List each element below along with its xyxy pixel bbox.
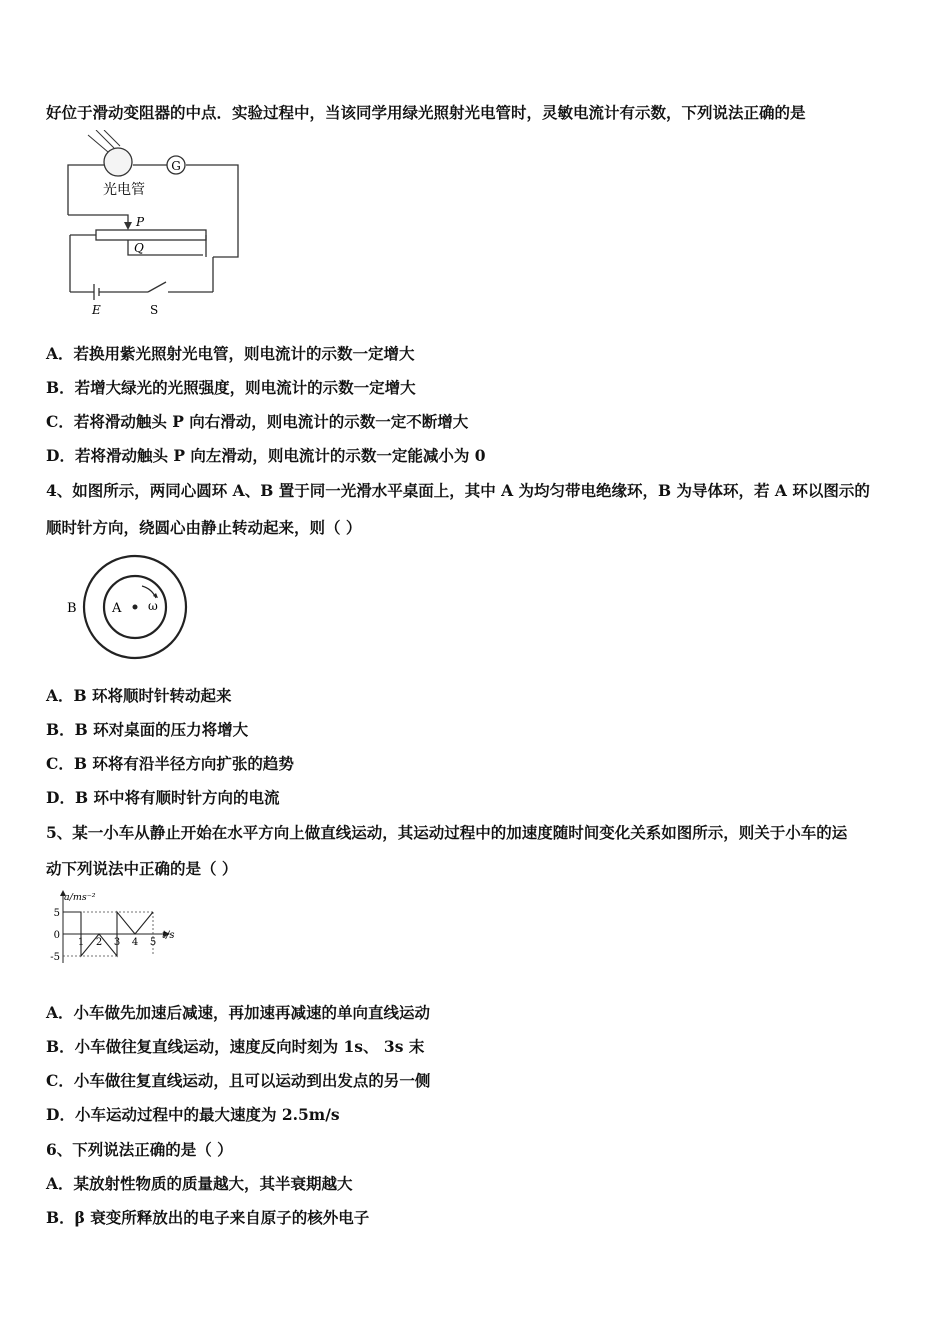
- concentric-rings-figure: [62, 550, 197, 665]
- q5-option-c: C．小车做往复直线运动，且可以运动到出发点的另一侧: [46, 1071, 431, 1090]
- galvanometer-label: G: [171, 159, 181, 173]
- q4-option-c: C．B 环将有沿半径方向扩张的趋势: [46, 754, 294, 773]
- x-tick-label: 4: [131, 937, 139, 948]
- x-tick-label: 5: [149, 937, 157, 948]
- y-axis-label: a/ms⁻²: [64, 892, 96, 903]
- x-axis-label: t/s: [162, 930, 175, 941]
- photoelectric-circuit-figure: [58, 130, 248, 320]
- q3-option-b: B．若增大绿光的光照强度，则电流计的示数一定增大: [46, 378, 416, 397]
- q4-stem-line2: 顺时针方向，绕圆心由静止转动起来，则（ ）: [46, 518, 362, 537]
- q4-option-d: D．B 环中将有顺时针方向的电流: [46, 788, 280, 807]
- q-label: Q: [134, 241, 144, 255]
- q5-option-d: D．小车运动过程中的最大速度为 2.5m/s: [46, 1105, 340, 1124]
- tube-label: 光电管: [103, 182, 145, 198]
- center-dot: [133, 605, 138, 610]
- q6-stem: 6、下列说法正确的是（ ）: [46, 1140, 233, 1159]
- q5-stem-line1: 5、某一小车从静止开始在水平方向上做直线运动，其运动过程中的加速度随时间变化关系如图所示，则关于小车的运: [46, 823, 848, 842]
- q3-option-c: C．若将滑动触头 P 向右滑动，则电流计的示数一定不断增大: [46, 412, 469, 431]
- x-tick-label: 3: [113, 937, 121, 948]
- b-label: B: [67, 601, 77, 616]
- s-label: S: [150, 303, 159, 317]
- q3-option-d: D．若将滑动触头 P 向左滑动，则电流计的示数一定能减小为 0: [46, 446, 486, 465]
- photocell-icon: [104, 148, 132, 176]
- q6-option-b: B．β 衰变所释放出的电子来自原子的核外电子: [46, 1208, 370, 1227]
- q5-stem-line2: 动下列说法中正确的是（ ）: [46, 859, 238, 878]
- x-tick-label: 2: [95, 937, 103, 948]
- p-label: P: [136, 215, 145, 229]
- omega-label: ω: [148, 599, 158, 613]
- q5-option-a: A．小车做先加速后减速，再加速再减速的单向直线运动: [46, 1003, 431, 1022]
- q4-option-b: B．B 环对桌面的压力将增大: [46, 720, 249, 739]
- acceleration-time-chart: [44, 888, 184, 968]
- q4-stem-line1: 4、如图所示，两同心圆环 A、B 置于同一光滑水平桌面上，其中 A 为均匀带电绝缘环，B 为导体环，若 A 环以图示的: [46, 481, 870, 500]
- intro-text: 好位于滑动变阻器的中点．实验过程中，当该同学用绿光照射光电管时，灵敏电流计有示数，下列说法正确的是: [46, 103, 806, 122]
- e-label: E: [92, 303, 101, 317]
- slider-arrow-icon: [124, 222, 132, 230]
- y-tick-label: -5: [50, 952, 60, 963]
- x-tick-label: 1: [77, 937, 85, 948]
- y-tick-label: 5: [53, 908, 60, 919]
- q5-option-b: B．小车做往复直线运动，速度反向时刻为 1s、 3s 末: [46, 1037, 425, 1056]
- q6-option-a: A．某放射性物质的质量越大，其半衰期越大: [46, 1174, 353, 1193]
- y-tick-label: 0: [53, 930, 60, 941]
- q3-option-a: A．若换用紫光照射光电管，则电流计的示数一定增大: [46, 344, 415, 363]
- a-label: A: [112, 601, 122, 616]
- q4-option-a: A．B 环将顺时针转动起来: [46, 686, 232, 705]
